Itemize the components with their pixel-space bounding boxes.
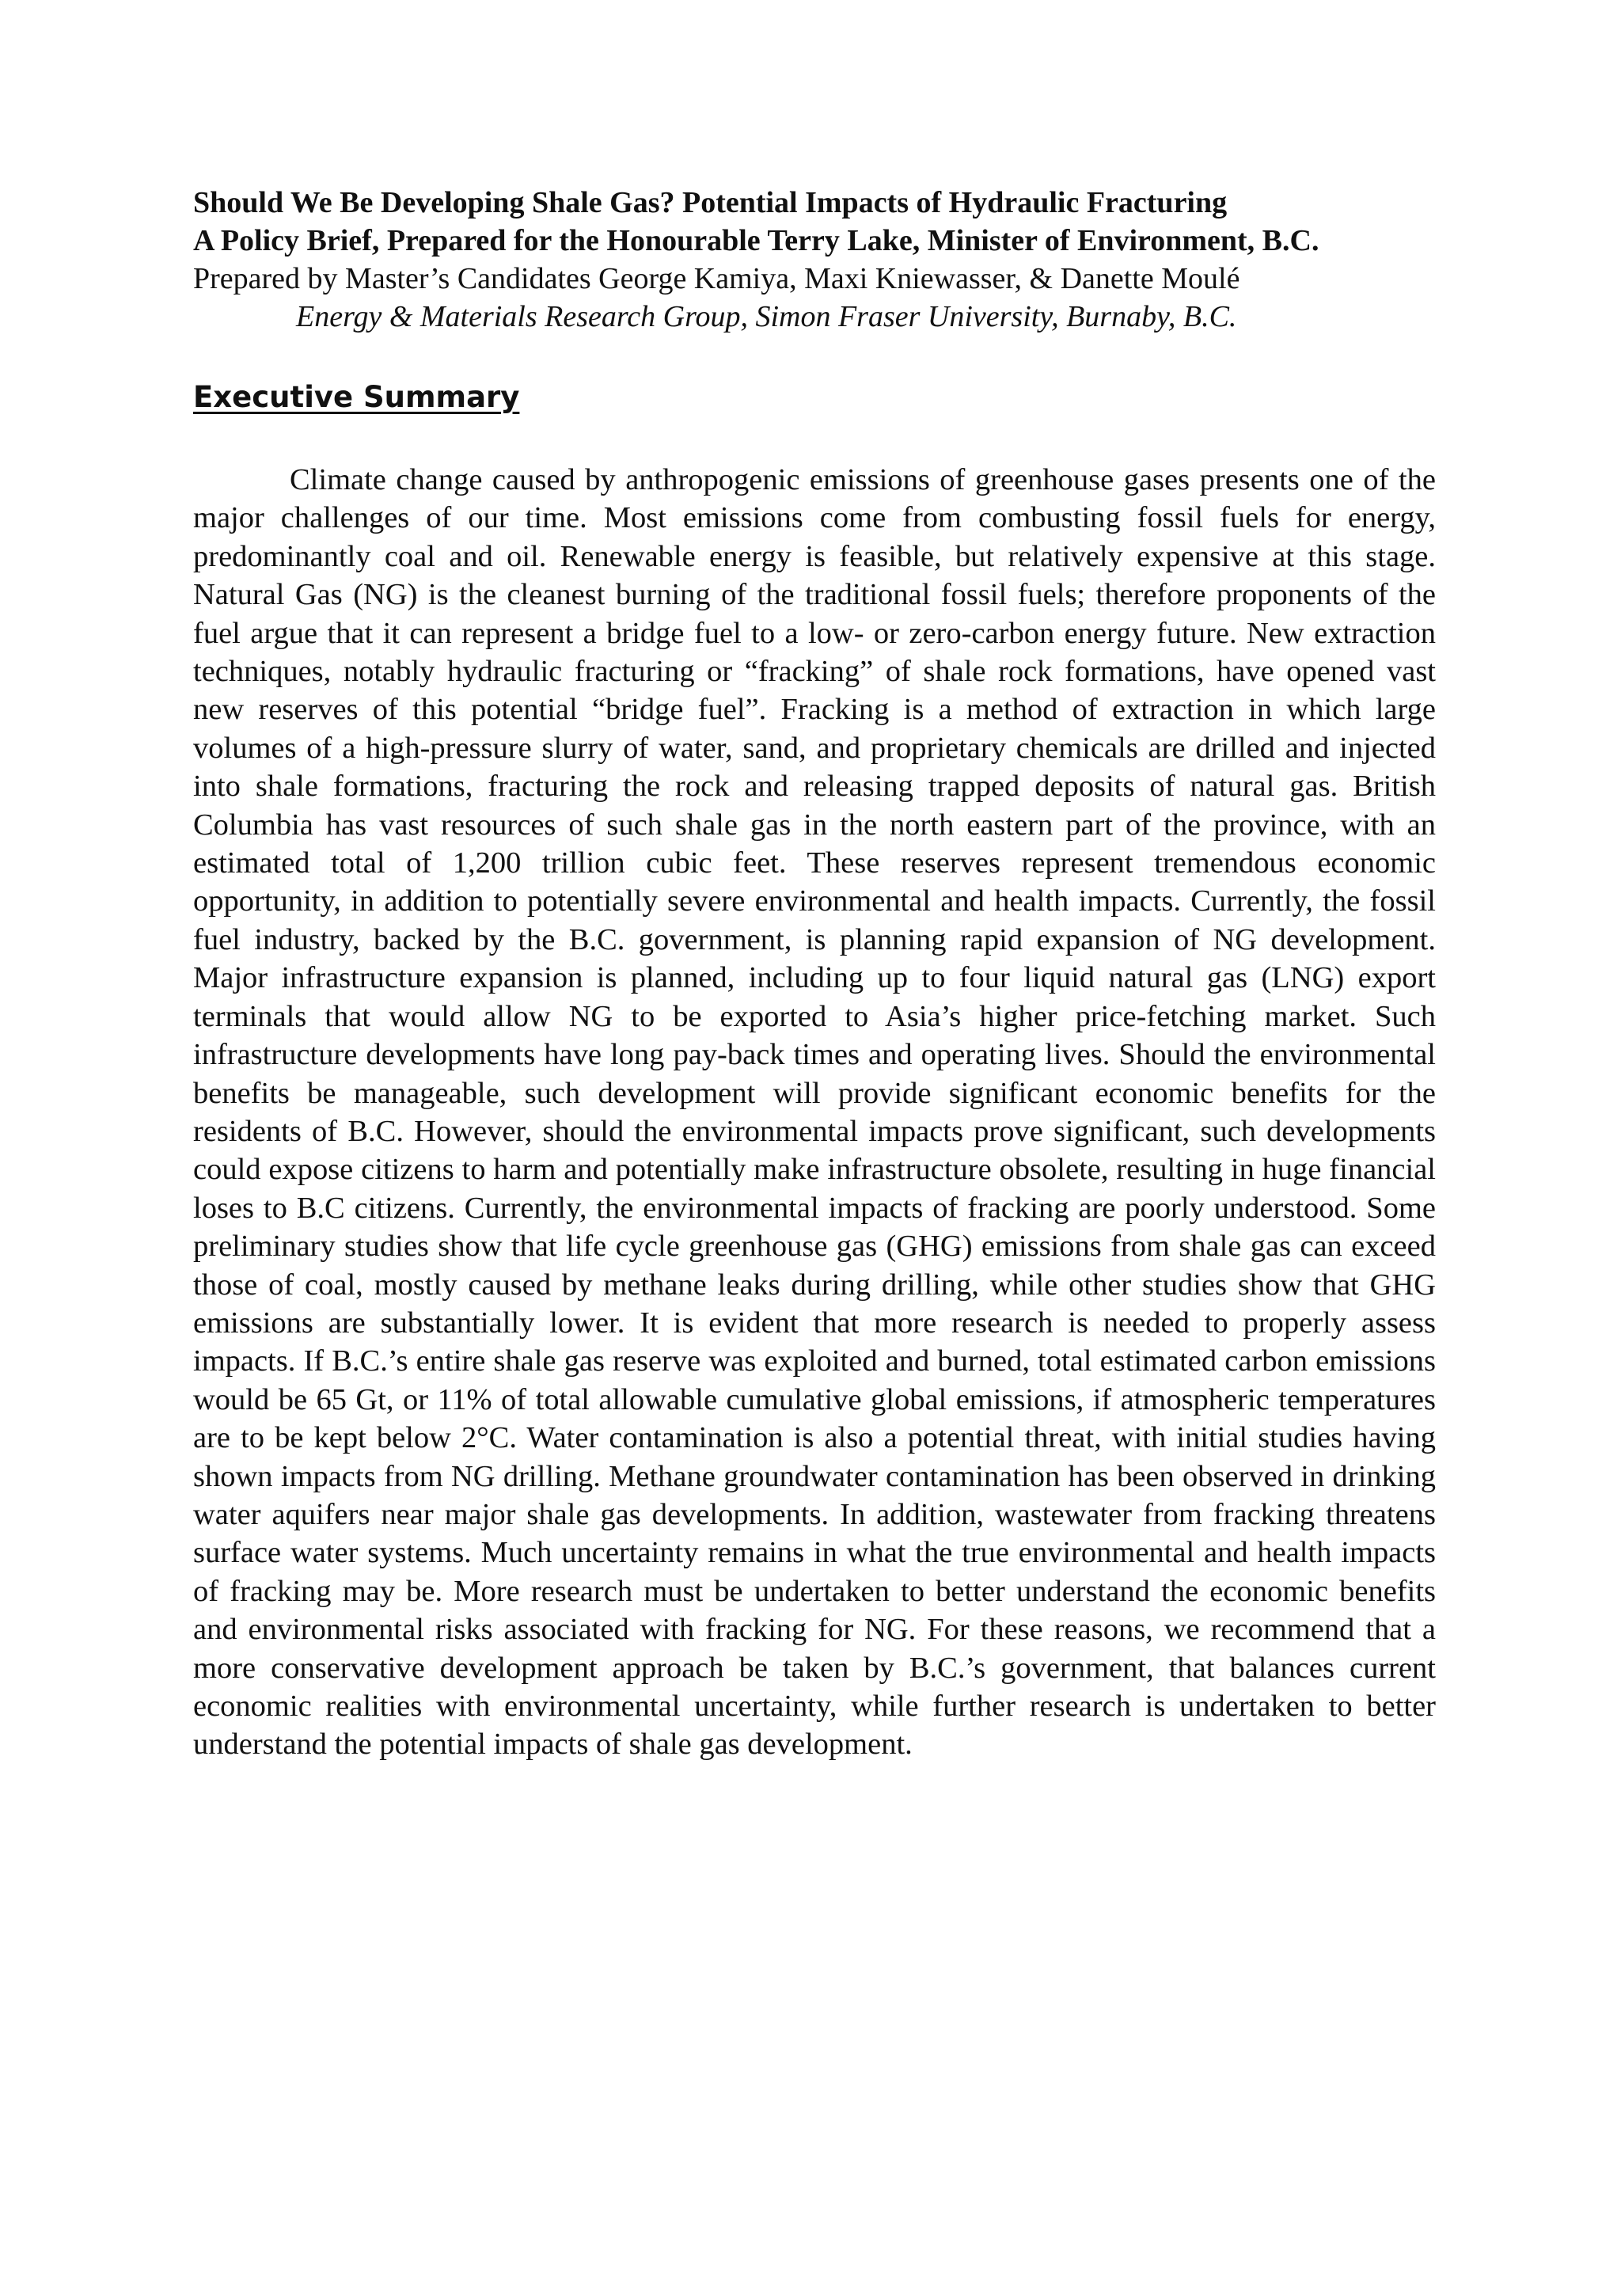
title-line-1: Should We Be Developing Shale Gas? Potential Impacts of Hydraulic Fracturing bbox=[193, 186, 1228, 219]
authors-line: Prepared by Master’s Candidates George Kamiya, Maxi Kniewasser, & Danette Moulé bbox=[193, 262, 1240, 295]
executive-summary-heading: Executive Summary bbox=[193, 380, 520, 414]
document-header bbox=[193, 184, 1436, 336]
affiliation-line: Energy & Materials Research Group, Simon Fraser University, Burnaby, B.C. bbox=[296, 300, 1237, 333]
title-line-2: A Policy Brief, Prepared for the Honourable Terry Lake, Minister of Environment, B.C. bbox=[193, 224, 1319, 257]
executive-summary-paragraph: Climate change caused by anthropogenic emissions of greenhouse gases presents one of the major challenges of our time. Most emissions come from combusting fossil fuels for energy, predominantly coal and oil. Renewable energy is feasible, but relatively expensive at this stage. Natural Gas (NG) is the cleanest burning of the traditional fossil fuels; therefore proponents of the fuel argue that it can represent a bridge fuel to a low- or zero-carbon energy future. New extraction techniques, notably hydraulic fracturing or “fracking” of shale rock formations, have opened vast new reserves of this potential “bridge fuel”. Fracking is a method of extraction in which large volumes of a high-pressure slurry of water, sand, and proprietary chemicals are drilled and injected into shale formations, fracturing the rock and releasing trapped deposits of natural gas. British Columbia has vast resources of such shale gas in the north eastern part of the province, with an estimated total of 1,200 trillion cubic feet. These reserves represent tremendous economic opportunity, in addition to potentially severe environmental and health impacts. Currently, the fossil fuel industry, backed by the B.C. government, is planning rapid expansion of NG development. Major infrastructure expansion is planned, including up to four liquid natural gas (LNG) export terminals that would allow NG to be exported to Asia’s higher price-fetching market. Such infrastructure developments have long pay-back times and operating lives. Should the environmental benefits be manageable, such development will provide significant economic benefits for the residents of B.C. However, should the environmental impacts prove significant, such developments could expose citizens to harm and potentially make infrastructure obsolete, resulting in huge financial loses to B.C citizens. Currently, the environmental impacts of fracking are poorly understood. Some preliminary studies show that life cycle greenhouse gas (GHG) emissions from shale gas can exceed those of coal, mostly caused by methane leaks during drilling, while other studies show that GHG emissions are substantially lower. It is evident that more research is needed to properly assess impacts. If B.C.’s entire shale gas reserve was exploited and burned, total estimated carbon emissions would be 65 Gt, or 11% of total allowable cumulative global emissions, if atmospheric temperatures are to be kept below 2°C. Water contamination is also a potential threat, with initial studies having shown impacts from NG drilling. Methane groundwater contamination has been observed in drinking water aquifers near major shale gas developments. In addition, wastewater from fracking threatens surface water systems. Much uncertainty remains in what the true environmental and health impacts of fracking may be. More research must be undertaken to better understand the economic benefits and environmental risks associated with fracking for NG. For these reasons, we recommend that a more conservative development approach be taken by B.C.’s government, that balances current economic realities with environmental uncertainty, while further research is undertaken to better understand the potential impacts of shale gas development. bbox=[193, 463, 1436, 1762]
